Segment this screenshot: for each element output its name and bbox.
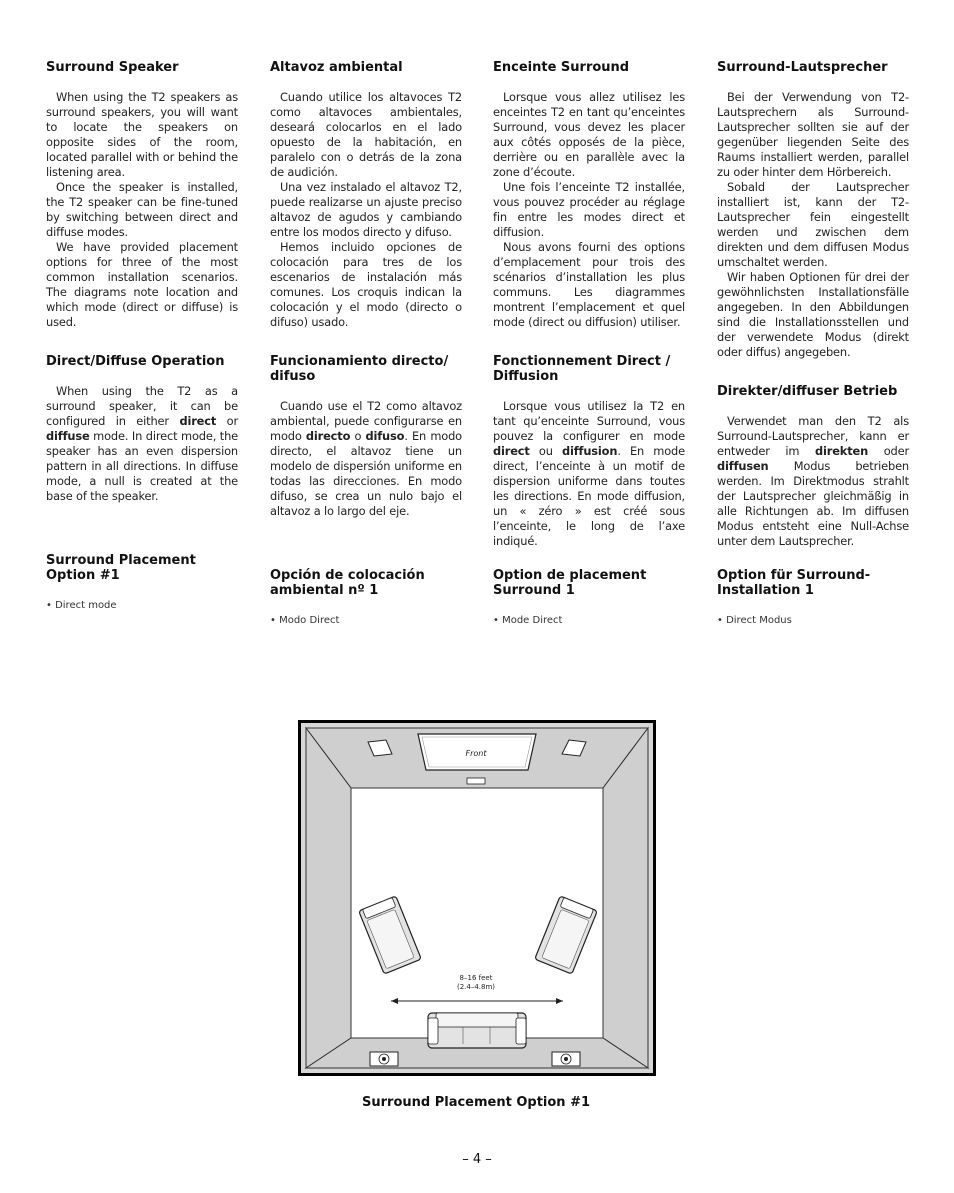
column-spanish [270,60,462,519]
paragraph [46,240,238,330]
placement-heading: Surround Placement Option #1 [46,553,196,583]
paragraph [270,90,462,180]
section-body [717,414,909,549]
text-span: Bei der Verwendung von T2-Lautsprechern als Surround-Lautsprecher sollten sie auf der gegenüber liegenden Seite des Raums installiert werden, parallel zu oder hinter dem Hörbereich. [717,90,909,179]
left-wall [306,728,351,1068]
placement-option-english [46,553,238,612]
text-span: Lorsque vous utilisez la T2 en tant qu’enceinte Surround, vous pouvez la configurer en mode [493,399,685,443]
bold-term: difuso [365,429,405,443]
text-span: Modus betrieben werden. Im Direktmodus strahlt der Lautsprecher gleichmäßig in alle Richtungen ab. Im diffusen Modus entsteht eine Null-Achse unter dem Lautsprecher. [717,459,909,548]
placement-option-spanish [270,568,462,627]
rear-left-surround-speaker-icon [370,1052,398,1066]
text-span: Une fois l’enceinte T2 installée, vous pouvez procéder au réglage fin entre les modes direct et diffusion. [493,180,685,239]
paragraph [493,399,685,549]
bold-term: directo [305,429,351,443]
mode-note: • Direct Modus [717,615,792,626]
section-heading: Surround-Lautsprecher [717,60,888,75]
paragraph [717,270,909,360]
section-body [270,399,462,519]
bold-term: direct [493,444,530,458]
paragraph [493,180,685,240]
section-body [493,90,685,330]
room-diagram [298,720,656,1076]
text-span: ou [529,444,562,458]
section-heading: Surround Speaker [46,60,179,75]
paragraph [270,180,462,240]
section-body [270,90,462,330]
distance-label-meters: (2.4–4.8m) [456,983,496,991]
text-span: o [350,429,366,443]
text-span: mode. In direct mode, the speaker has an even dispersion pattern in all directions. In diffuse mode, a null is created at the base of the speaker. [46,429,238,503]
sofa-icon [428,1013,526,1048]
rear-right-surround-speaker-icon [552,1052,580,1066]
center-speaker-icon [467,778,485,784]
section-body [717,90,909,360]
paragraph [717,180,909,270]
paragraph [717,90,909,180]
text-span: Nous avons fourni des options d’emplacement pour trois des scénarios d’installation les plus communs. Les diagrammes montrent l’emplacement et quel mode (direct ou diffusion) utiliser. [493,240,685,329]
page-number: – 4 – [462,1152,492,1167]
right-wall [603,728,648,1068]
paragraph [270,399,462,519]
text-span: Wir haben Optionen für drei der gewöhnlichsten Installationsfälle angegeben. In den Abbildungen sind die Installationsstellen und der verwendete Modus (direkt oder diffus) angegeben. [717,270,909,359]
text-span: When using the T2 speakers as surround speakers, you will want to locate the speakers on opposite sides of the room, located parallel with or behind the listening area. [46,90,238,179]
paragraph [46,384,238,504]
paragraph [493,240,685,330]
bold-term: diffusion [561,444,618,458]
mode-note: • Modo Direct [270,615,340,626]
text-span: Sobald der Lautsprecher installiert ist, kann der T2-Lautsprecher fein eingestellt werden und zwischen dem direkten und dem diffusen Modus umschaltet werden. [717,180,909,269]
text-span: When using the T2 as a surround speaker, it can be configured in either [46,384,238,428]
placement-option-french [493,568,685,627]
text-span: Lorsque vous allez utilisez les enceintes T2 en tant qu’enceintes Surround, vous devez les placer aux côtés opposés de la pièce, derrière ou en parallèle avec la zone d’écoute. [493,90,685,179]
text-span: Hemos incluido opciones de colocación para tres de los escenarios de instalación más comunes. Los croquis indican la colocación y el modo (directo o difuso) usado. [270,240,462,329]
bold-term: diffuse [46,429,90,443]
distance-label-feet: 8–16 feet [459,974,493,982]
mode-note: • Direct mode [46,600,117,611]
column-english [46,60,238,504]
text-span: . En mode direct, l’enceinte à un motif de dispersion uniforme dans toutes les directions. En mode diffusion, un « zéro » est créé sous l’enceinte, le long de l’axe indiqué. [493,444,685,548]
section-body [46,90,238,330]
front-label: Front [465,749,487,758]
text-span: Una vez instalado el altavoz T2, puede realizarse un ajuste preciso altavoz de agudos y cambiando entre los modos directo y difuso. [270,180,462,239]
bold-term: direkten [815,444,869,458]
section-heading: Fonctionnement Direct / Diffusion [493,354,671,384]
section-body [493,399,685,549]
text-span: Cuando utilice los altavoces T2 como altavoces ambientales, deseará colocarlos en el lado opuesto de la habitación, en paralelo con o detrás de la zona de audición. [270,90,462,179]
diagram-caption: Surround Placement Option #1 [362,1095,591,1110]
section-heading: Direkter/diffuser Betrieb [717,384,898,399]
text-span: Cuando use el T2 como altavoz ambiental, puede configurarse en modo [270,399,462,443]
paragraph [46,180,238,240]
section-heading: Altavoz ambiental [270,60,403,75]
bold-term: direct [179,414,217,428]
placement-option-german [717,568,909,627]
text-span: or [216,414,238,428]
column-german [717,60,909,549]
text-span: We have provided placement options for three of the most common installation scenarios. The diagrams note location and which mode (direct or diffuse) is used. [46,240,238,329]
placement-heading: Option für Surround-Installation 1 [717,568,871,598]
paragraph [46,90,238,180]
paragraph [493,90,685,180]
section-body [46,384,238,504]
mode-note: • Mode Direct [493,615,563,626]
room-diagram-svg [298,720,656,1076]
section-heading: Direct/Diffuse Operation [46,354,225,369]
placement-heading: Option de placement Surround 1 [493,568,647,598]
section-heading: Enceinte Surround [493,60,630,75]
paragraph [270,240,462,330]
text-span: Once the speaker is installed, the T2 speaker can be fine-tuned by switching between direct and diffuse modes. [46,180,238,239]
text-span: . En modo directo, el altavoz tiene un modelo de dispersión uniforme en todas las direcciones. En modo difuso, se crea un nulo bajo el altavoz a lo largo del eje. [270,429,462,518]
placement-heading: Opción de colocación ambiental nº 1 [270,568,425,598]
text-span: oder [868,444,909,458]
section-heading: Funcionamiento directo/ difuso [270,354,449,384]
paragraph [717,414,909,549]
column-french [493,60,685,549]
bold-term: diffusen [717,459,769,473]
text-span: Verwendet man den T2 als Surround-Lautsprecher, kann er entweder im [717,414,909,458]
